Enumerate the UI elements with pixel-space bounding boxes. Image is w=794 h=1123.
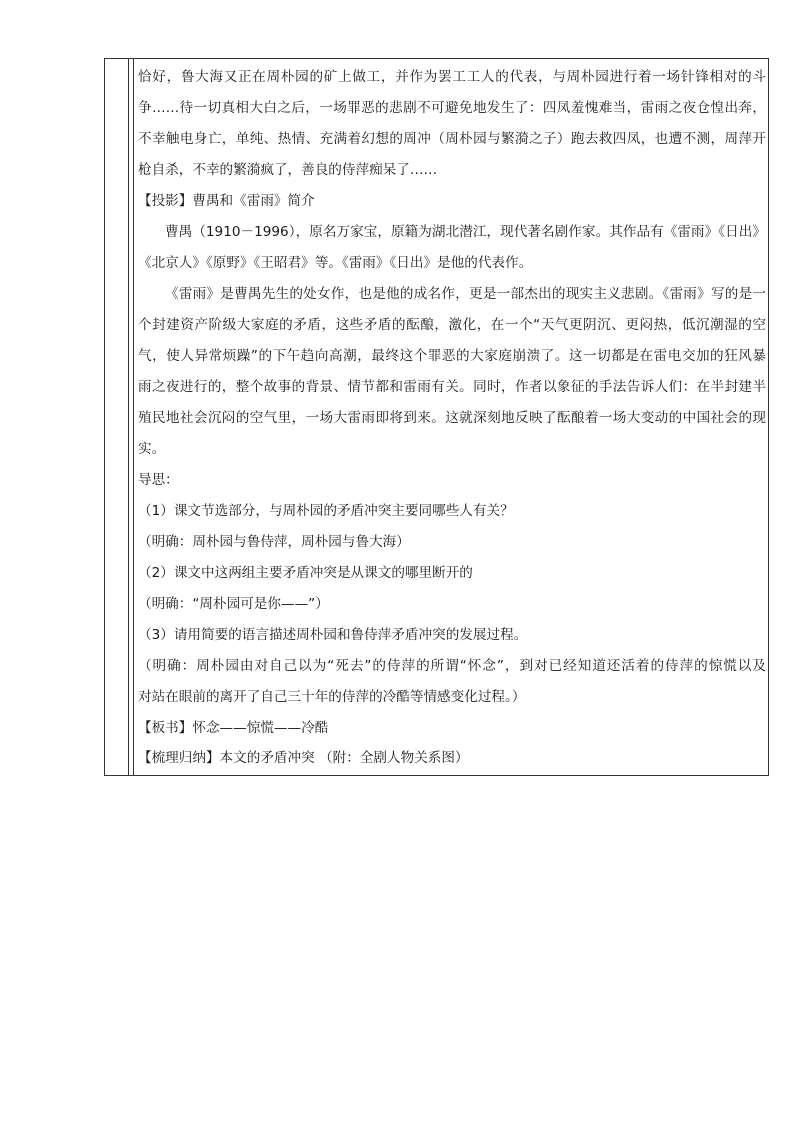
paragraph-line: 雨之夜进行的，整个故事的背景、情节都和雷雨有关。同时，作者以象征的手法告诉人们：在半封建半 <box>138 379 766 395</box>
paragraph-line: 争……待一切真相大白之后，一场罪恶的悲剧不可避免地发生了：四凤羞愧难当，雷雨之夜仓惶出奔， <box>138 100 766 116</box>
paragraph-line: 殖民地社会沉闷的空气里，一场大雷雨即将到来。这就深刻地反映了酝酿着一场大变动的中国社会的现 <box>138 410 766 426</box>
answer-3-cont: 对站在眼前的离开了自己三十年的侍萍的冷酷等情感变化过程。） <box>138 689 526 705</box>
paragraph-line: 《北京人》《原野》《王昭君》等。《雷雨》《日出》是他的代表作。 <box>138 255 533 271</box>
paragraph-line: 恰好，鲁大海又正在周朴园的矿上做工，并作为罢工工人的代表，与周朴园进行着一场针锋相对的斗 <box>138 69 766 85</box>
paragraph-line: 气，使人异常烦躁”的下午趋向高潮，最终这个罪恶的大家庭崩溃了。这一切都是在雷电交加的狂风暴 <box>138 348 766 364</box>
question-3: （3）请用简要的语言描述周朴园和鲁侍萍矛盾冲突的发展过程。 <box>138 627 528 643</box>
table-column-left <box>104 58 129 776</box>
answer-3: （明确：周朴园由对自己以为“死去”的侍萍的所谓“怀念”，到对已经知道还活着的侍萍的惊慌以及 <box>138 658 766 674</box>
summary-heading: 【梳理归纳】本文的矛盾冲突 （附：全剧人物关系图） <box>138 750 469 766</box>
paragraph-line: 《雷雨》是曹禺先生的处女作，也是他的成名作，更是一部杰出的现实主义悲剧。《雷雨》写的是一 <box>165 286 766 302</box>
paragraph-line: 曹禺（1910－1996），原名万家宝，原籍为湖北潜江，现代著名剧作家。其作品有《雷雨》《日出》 <box>165 224 766 240</box>
paragraph-line: 实。 <box>138 441 166 457</box>
question-2: （2）课文中这两组主要矛盾冲突是从课文的哪里断开的 <box>138 565 473 581</box>
paragraph-line: 不幸触电身亡，单纯、热情、充满着幻想的周冲（周朴园与繁漪之子）跑去救四凤，也遭不测，周萍开 <box>138 131 766 147</box>
paragraph-line: 枪自杀，不幸的繁漪疯了，善良的侍萍痴呆了…… <box>138 162 438 178</box>
projection-heading: 【投影】曹禺和《雷雨》简介 <box>138 193 315 209</box>
answer-1: （明确：周朴园与鲁侍萍，周朴园与鲁大海） <box>138 534 410 550</box>
answer-2: （明确：“周朴园可是你——”） <box>138 596 329 612</box>
question-1: （1）课文节选部分，与周朴园的矛盾冲突主要同哪些人有关？ <box>138 503 514 519</box>
paragraph-line: 个封建资产阶级大家庭的矛盾，这些矛盾的酝酿，激化，在一个“天气更阴沉、更闷热，低沉潮湿的空 <box>138 317 766 333</box>
table-column-narrow <box>129 58 134 776</box>
guide-heading: 导思： <box>138 472 179 488</box>
lesson-content <box>138 62 766 772</box>
blackboard-heading: 【板书】怀念——惊慌——冷酷 <box>138 720 329 736</box>
